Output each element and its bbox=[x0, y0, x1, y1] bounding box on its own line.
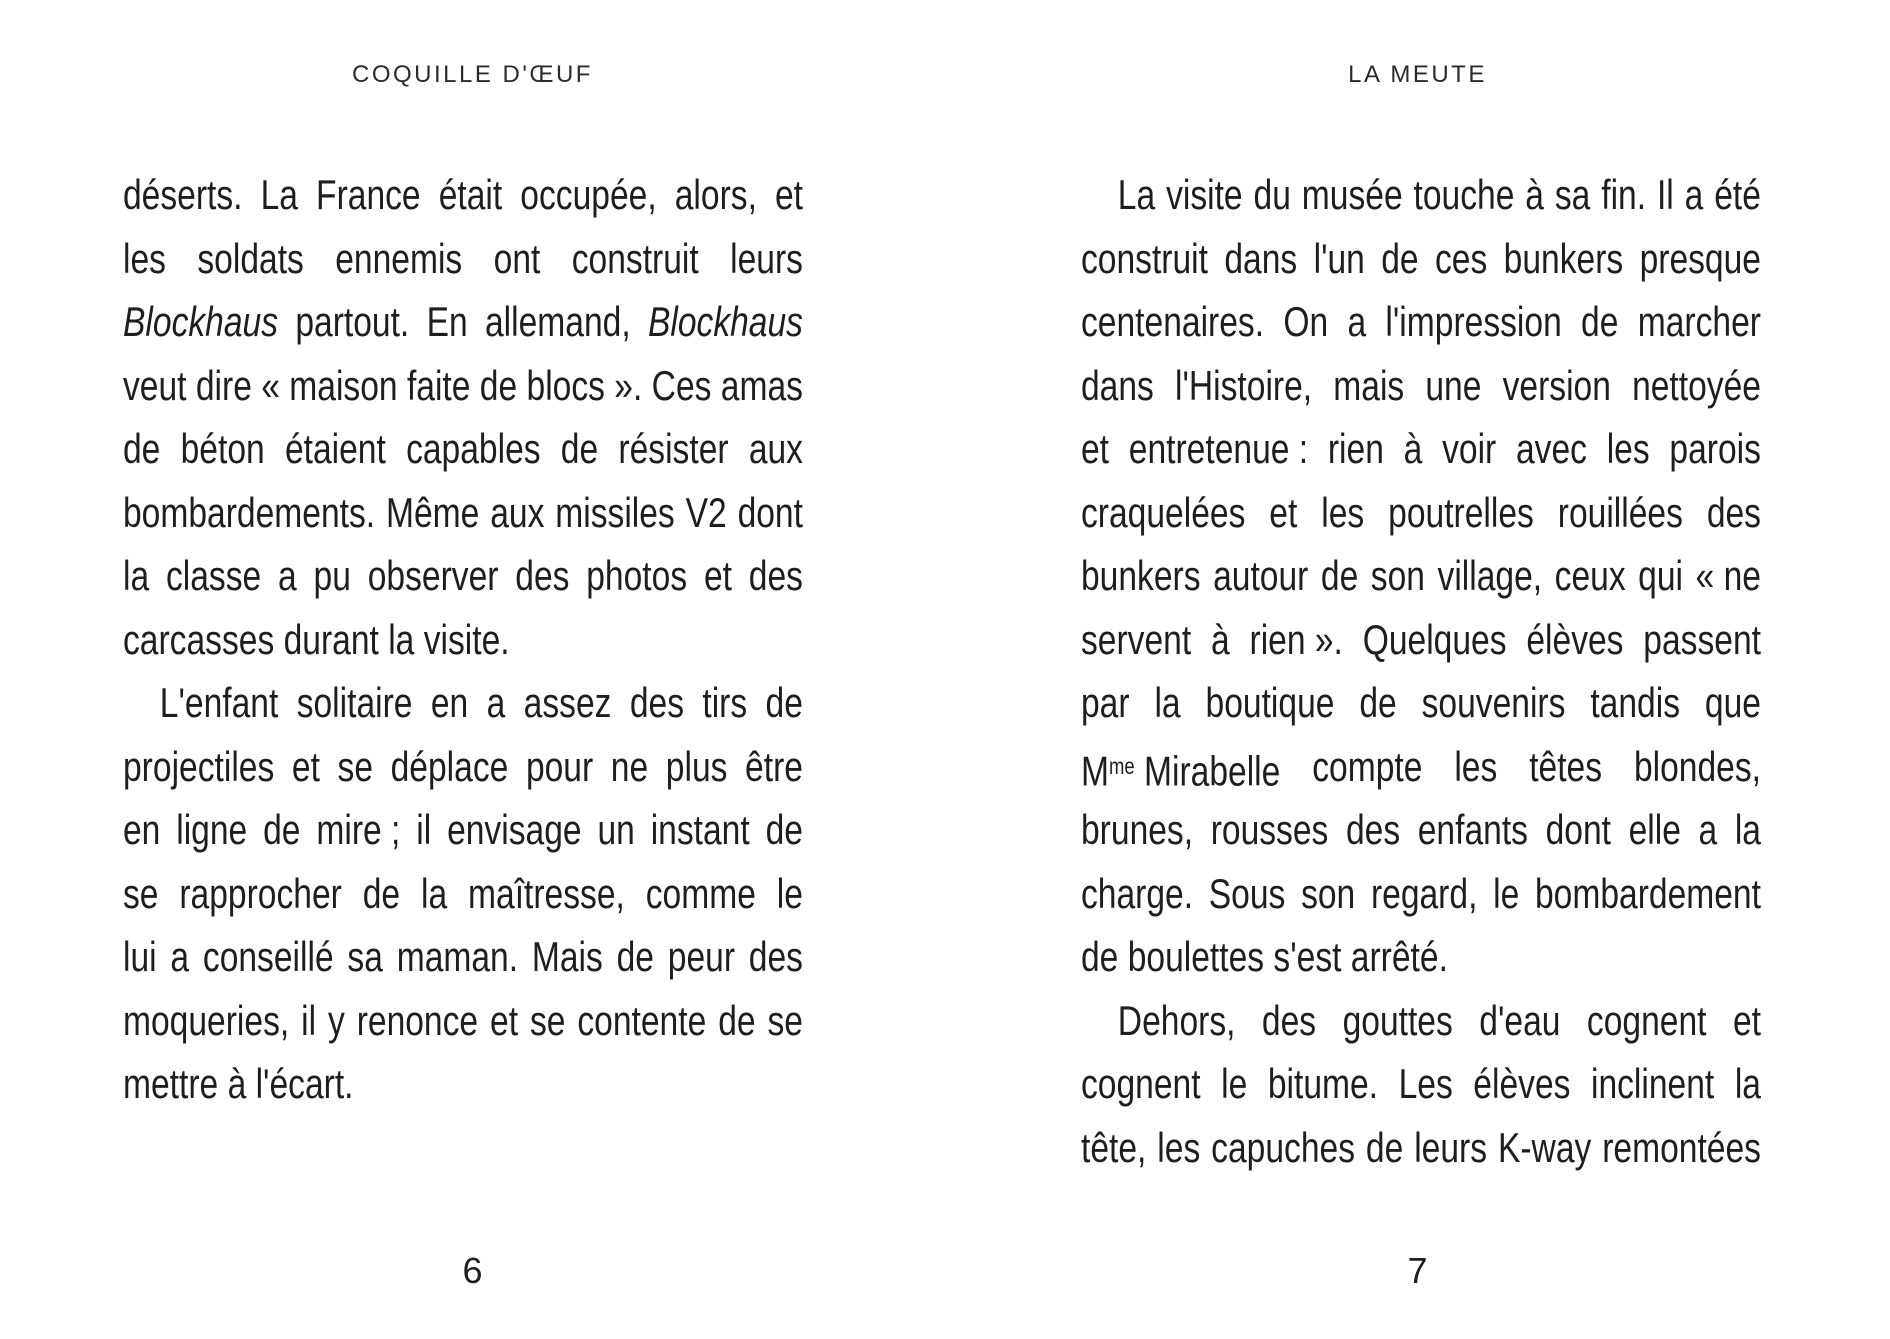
text-line bbox=[1081, 544, 1761, 608]
word: Dehors, bbox=[1117, 996, 1236, 1044]
word: blondes, bbox=[1633, 742, 1761, 790]
text-line bbox=[1081, 1052, 1761, 1116]
page-number-left: 6 bbox=[462, 1250, 483, 1291]
word: K-way bbox=[1497, 1123, 1592, 1171]
text-line bbox=[1081, 290, 1761, 354]
word: projectiles bbox=[123, 742, 275, 790]
word: la bbox=[388, 615, 415, 663]
word: y bbox=[327, 996, 345, 1044]
word: nettoyée bbox=[1632, 361, 1761, 409]
word: béton bbox=[180, 425, 265, 472]
word: blocs ». bbox=[526, 361, 643, 409]
word: à bbox=[1403, 425, 1423, 472]
word: renonce bbox=[356, 996, 479, 1044]
text-line bbox=[1081, 417, 1761, 481]
word: construit bbox=[571, 234, 699, 282]
word: et bbox=[1269, 488, 1298, 536]
word: mais bbox=[1333, 361, 1405, 409]
word: à bbox=[1211, 615, 1230, 663]
text-line bbox=[1081, 671, 1761, 735]
word: envisage bbox=[447, 806, 582, 853]
word: le bbox=[1221, 1060, 1248, 1107]
word: et bbox=[1081, 425, 1110, 472]
word: village, bbox=[1437, 552, 1543, 599]
text-block-right bbox=[1081, 163, 1761, 1179]
text-line bbox=[123, 417, 803, 481]
word: ont bbox=[493, 234, 541, 282]
word: se bbox=[123, 869, 159, 917]
word: presque bbox=[1639, 234, 1761, 282]
word: Blockhaus bbox=[123, 298, 279, 345]
text-line bbox=[1081, 798, 1761, 862]
word: d'eau bbox=[1479, 996, 1561, 1044]
word: veut bbox=[123, 361, 187, 409]
word: les bbox=[1321, 488, 1365, 536]
word: a bbox=[170, 933, 190, 980]
word: bombardement bbox=[1534, 869, 1761, 917]
word: dont bbox=[737, 488, 803, 536]
word: étaient bbox=[284, 425, 386, 472]
word: le bbox=[776, 869, 803, 917]
word: à bbox=[227, 1060, 247, 1107]
word: elle bbox=[1628, 806, 1681, 853]
word: des bbox=[515, 552, 570, 599]
word: être bbox=[745, 742, 803, 790]
word: tirs bbox=[702, 679, 748, 726]
word: leurs bbox=[730, 234, 803, 282]
word: Il bbox=[1656, 171, 1674, 218]
word: avec bbox=[1515, 425, 1587, 472]
word: passent bbox=[1643, 615, 1761, 663]
text-line bbox=[123, 862, 803, 926]
word: se bbox=[529, 996, 566, 1044]
word: centenaires. bbox=[1081, 298, 1265, 345]
word: maîtresse, bbox=[468, 869, 625, 917]
word: capables bbox=[406, 425, 541, 472]
word: allemand, bbox=[484, 298, 631, 345]
word: instant bbox=[650, 806, 750, 853]
text-line bbox=[123, 798, 803, 862]
word: que bbox=[1704, 679, 1761, 726]
word: $M^{me}$ Mirabelle bbox=[1081, 747, 1281, 795]
word: alors, bbox=[674, 171, 757, 218]
word: L'enfant bbox=[159, 679, 279, 726]
word: de bbox=[1359, 679, 1397, 726]
word: l'un bbox=[1313, 234, 1365, 282]
word: les bbox=[1454, 742, 1498, 790]
word: musée bbox=[1301, 171, 1403, 218]
word: par bbox=[1081, 679, 1130, 726]
word: de bbox=[1081, 933, 1119, 980]
book-page-right bbox=[945, 0, 1890, 1339]
word: Mais bbox=[531, 933, 603, 980]
word: plus bbox=[665, 742, 728, 790]
word: France bbox=[316, 171, 421, 218]
word: ligne bbox=[176, 806, 248, 853]
word: têtes bbox=[1529, 742, 1603, 790]
word: en bbox=[123, 806, 161, 853]
word: compte bbox=[1312, 742, 1423, 790]
word: missiles bbox=[555, 488, 675, 536]
word: il bbox=[416, 806, 432, 853]
word: cognent bbox=[1586, 996, 1707, 1044]
word: classe bbox=[165, 552, 262, 599]
word: peur bbox=[667, 933, 736, 980]
word: la bbox=[420, 869, 448, 917]
word: regard, bbox=[1370, 869, 1478, 917]
word: pu bbox=[313, 552, 351, 599]
word: élèves bbox=[1473, 1060, 1571, 1107]
word: occupée, bbox=[520, 171, 657, 218]
text-line bbox=[123, 354, 803, 418]
word: et bbox=[703, 552, 732, 599]
word: mire ; bbox=[316, 806, 401, 853]
text-line bbox=[1081, 862, 1761, 926]
word: se bbox=[767, 996, 803, 1044]
text-line bbox=[1081, 163, 1761, 227]
word: des bbox=[1706, 488, 1761, 536]
word: solitaire bbox=[296, 679, 413, 726]
text-line bbox=[1081, 1116, 1761, 1180]
word: de bbox=[718, 996, 756, 1044]
word: déplace bbox=[390, 742, 509, 790]
word: la bbox=[123, 552, 150, 599]
word: des bbox=[1345, 806, 1401, 853]
word: remontées bbox=[1602, 1123, 1761, 1171]
word: V2 bbox=[685, 488, 727, 536]
word: de bbox=[560, 425, 599, 472]
text-line bbox=[123, 544, 803, 608]
word: ces bbox=[1434, 234, 1488, 282]
word: qui bbox=[1638, 552, 1684, 599]
word: inclinent bbox=[1590, 1060, 1715, 1107]
word: ceux bbox=[1554, 552, 1626, 599]
text-line bbox=[123, 481, 803, 545]
word: et bbox=[291, 742, 320, 790]
word: rien bbox=[1327, 425, 1384, 472]
text-line bbox=[123, 989, 803, 1053]
word: Ces bbox=[651, 361, 712, 409]
word: sa bbox=[347, 933, 383, 980]
word: l'Histoire, bbox=[1175, 361, 1313, 409]
word: boutique bbox=[1205, 679, 1335, 726]
running-header-right: LA MEUTE bbox=[1348, 61, 1487, 88]
word: des bbox=[748, 552, 803, 599]
word: il bbox=[301, 996, 317, 1044]
word: le bbox=[1493, 869, 1520, 917]
word: de bbox=[1581, 298, 1619, 345]
word: et bbox=[774, 171, 803, 218]
word: comme bbox=[645, 869, 756, 917]
word: capuches bbox=[1211, 1123, 1356, 1171]
word: partout. bbox=[295, 298, 410, 345]
text-line bbox=[123, 925, 803, 989]
word: dont bbox=[1545, 806, 1611, 853]
word: parois bbox=[1669, 425, 1761, 472]
word: gouttes bbox=[1342, 996, 1453, 1044]
word: version bbox=[1502, 361, 1611, 409]
word: ne bbox=[610, 742, 649, 790]
word: servent bbox=[1081, 615, 1192, 663]
word: photos bbox=[586, 552, 688, 599]
word: La bbox=[260, 171, 298, 218]
word: en bbox=[430, 679, 469, 726]
word: Quelques bbox=[1362, 615, 1507, 663]
word: de bbox=[1320, 552, 1359, 599]
text-line bbox=[123, 671, 803, 735]
text-line bbox=[1081, 608, 1761, 672]
word: « maison bbox=[261, 361, 398, 409]
word: de bbox=[263, 806, 301, 853]
text-block-left bbox=[123, 163, 803, 1116]
word: construit bbox=[1081, 234, 1208, 282]
word: et bbox=[1732, 996, 1761, 1044]
word: de bbox=[1381, 234, 1419, 282]
word: sa bbox=[1554, 171, 1591, 218]
word: observer bbox=[367, 552, 499, 599]
word: moqueries, bbox=[123, 996, 290, 1044]
word: durant bbox=[283, 615, 379, 663]
word: élèves bbox=[1526, 615, 1624, 663]
word: à bbox=[1525, 171, 1544, 218]
word: amas bbox=[720, 361, 803, 409]
word: maman. bbox=[396, 933, 519, 980]
word: de bbox=[123, 425, 161, 472]
text-line bbox=[123, 163, 803, 227]
word: soldats bbox=[197, 234, 304, 282]
word: aux bbox=[748, 425, 803, 472]
word: de bbox=[1365, 1123, 1404, 1171]
word: un bbox=[597, 806, 635, 853]
word: dans bbox=[1224, 234, 1298, 282]
word: les bbox=[1157, 1123, 1201, 1171]
word: a bbox=[1698, 806, 1718, 853]
word: s'est bbox=[1273, 933, 1342, 980]
word: rapprocher bbox=[179, 869, 342, 917]
word: assez bbox=[523, 679, 612, 726]
word: ennemis bbox=[335, 234, 463, 282]
word: des bbox=[629, 679, 684, 726]
word: son bbox=[1370, 552, 1425, 599]
text-line bbox=[1081, 227, 1761, 291]
word: l'impression bbox=[1385, 298, 1562, 345]
word: a bbox=[278, 552, 297, 599]
word: Sous bbox=[1208, 869, 1286, 917]
text-line bbox=[123, 608, 803, 672]
word: des bbox=[748, 933, 803, 980]
word: leurs bbox=[1414, 1123, 1488, 1171]
text-line bbox=[123, 290, 803, 354]
word: a bbox=[1347, 298, 1367, 345]
word: de bbox=[362, 869, 401, 917]
word: rouillées bbox=[1557, 488, 1683, 536]
word: du bbox=[1253, 171, 1291, 218]
word: arrêté. bbox=[1350, 933, 1448, 980]
word: des bbox=[1261, 996, 1317, 1044]
word: la bbox=[1154, 679, 1181, 726]
text-line bbox=[1081, 989, 1761, 1053]
word: brunes, bbox=[1081, 806, 1194, 853]
word: dire bbox=[195, 361, 252, 409]
word: été bbox=[1714, 171, 1761, 218]
word: a bbox=[1684, 171, 1704, 218]
word: déserts. bbox=[123, 171, 243, 218]
word: était bbox=[438, 171, 503, 218]
text-line bbox=[123, 735, 803, 799]
word: En bbox=[426, 298, 468, 345]
word: rien ». bbox=[1249, 615, 1343, 663]
word: rousses bbox=[1210, 806, 1329, 853]
word: se bbox=[337, 742, 374, 790]
word: boulettes bbox=[1127, 933, 1265, 980]
word: La bbox=[1117, 171, 1156, 218]
word: lui bbox=[123, 933, 157, 980]
page-number-right: 7 bbox=[1407, 1250, 1428, 1291]
word: Même bbox=[386, 488, 480, 536]
word: mettre bbox=[123, 1060, 219, 1107]
word: son bbox=[1301, 869, 1356, 917]
word: résister bbox=[618, 425, 729, 472]
word: fin. bbox=[1601, 171, 1647, 218]
word: carcasses bbox=[123, 615, 275, 663]
word: souvenirs bbox=[1421, 679, 1566, 726]
word: bitume. bbox=[1267, 1060, 1379, 1107]
word: la bbox=[1734, 1060, 1761, 1107]
word: la bbox=[1734, 806, 1761, 853]
word: bunkers bbox=[1081, 552, 1201, 599]
word: craquelées bbox=[1081, 488, 1246, 536]
word: pour bbox=[525, 742, 594, 790]
word: les bbox=[1606, 425, 1650, 472]
word: tête, bbox=[1081, 1123, 1147, 1171]
text-line bbox=[123, 227, 803, 291]
word: autour bbox=[1213, 552, 1309, 599]
word: conseillé bbox=[202, 933, 334, 980]
word: tandis bbox=[1590, 679, 1680, 726]
word: dans bbox=[1081, 361, 1154, 409]
word: bunkers bbox=[1503, 234, 1624, 282]
word: poutrelles bbox=[1388, 488, 1534, 536]
word: et bbox=[490, 996, 519, 1044]
word: l'écart. bbox=[255, 1060, 354, 1107]
text-line bbox=[1081, 735, 1761, 799]
text-line bbox=[123, 1052, 803, 1116]
word: charge. bbox=[1081, 869, 1194, 917]
word: les bbox=[123, 234, 166, 282]
word: touche bbox=[1413, 171, 1515, 218]
word: On bbox=[1283, 298, 1329, 345]
text-line bbox=[1081, 925, 1761, 989]
text-line bbox=[1081, 354, 1761, 418]
word: contente bbox=[577, 996, 707, 1044]
word: marcher bbox=[1637, 298, 1761, 345]
word: visite. bbox=[423, 615, 510, 663]
word: de bbox=[479, 361, 518, 409]
word: voir bbox=[1442, 425, 1497, 472]
word: bombardements. bbox=[123, 488, 376, 536]
word: enfants bbox=[1417, 806, 1528, 853]
word: Les bbox=[1398, 1060, 1453, 1107]
word: entretenue : bbox=[1128, 425, 1309, 472]
word: cognent bbox=[1081, 1060, 1201, 1107]
word: de bbox=[616, 933, 654, 980]
word: faite bbox=[406, 361, 471, 409]
word: aux bbox=[490, 488, 545, 536]
word: de bbox=[765, 806, 803, 853]
text-line bbox=[1081, 481, 1761, 545]
word: de bbox=[765, 679, 803, 726]
word: Blockhaus bbox=[647, 298, 803, 345]
word: a bbox=[486, 679, 506, 726]
word: visite bbox=[1166, 171, 1243, 218]
word: une bbox=[1425, 361, 1482, 409]
running-header-left: COQUILLE D'ŒUF bbox=[352, 61, 593, 88]
word: « ne bbox=[1695, 552, 1761, 599]
